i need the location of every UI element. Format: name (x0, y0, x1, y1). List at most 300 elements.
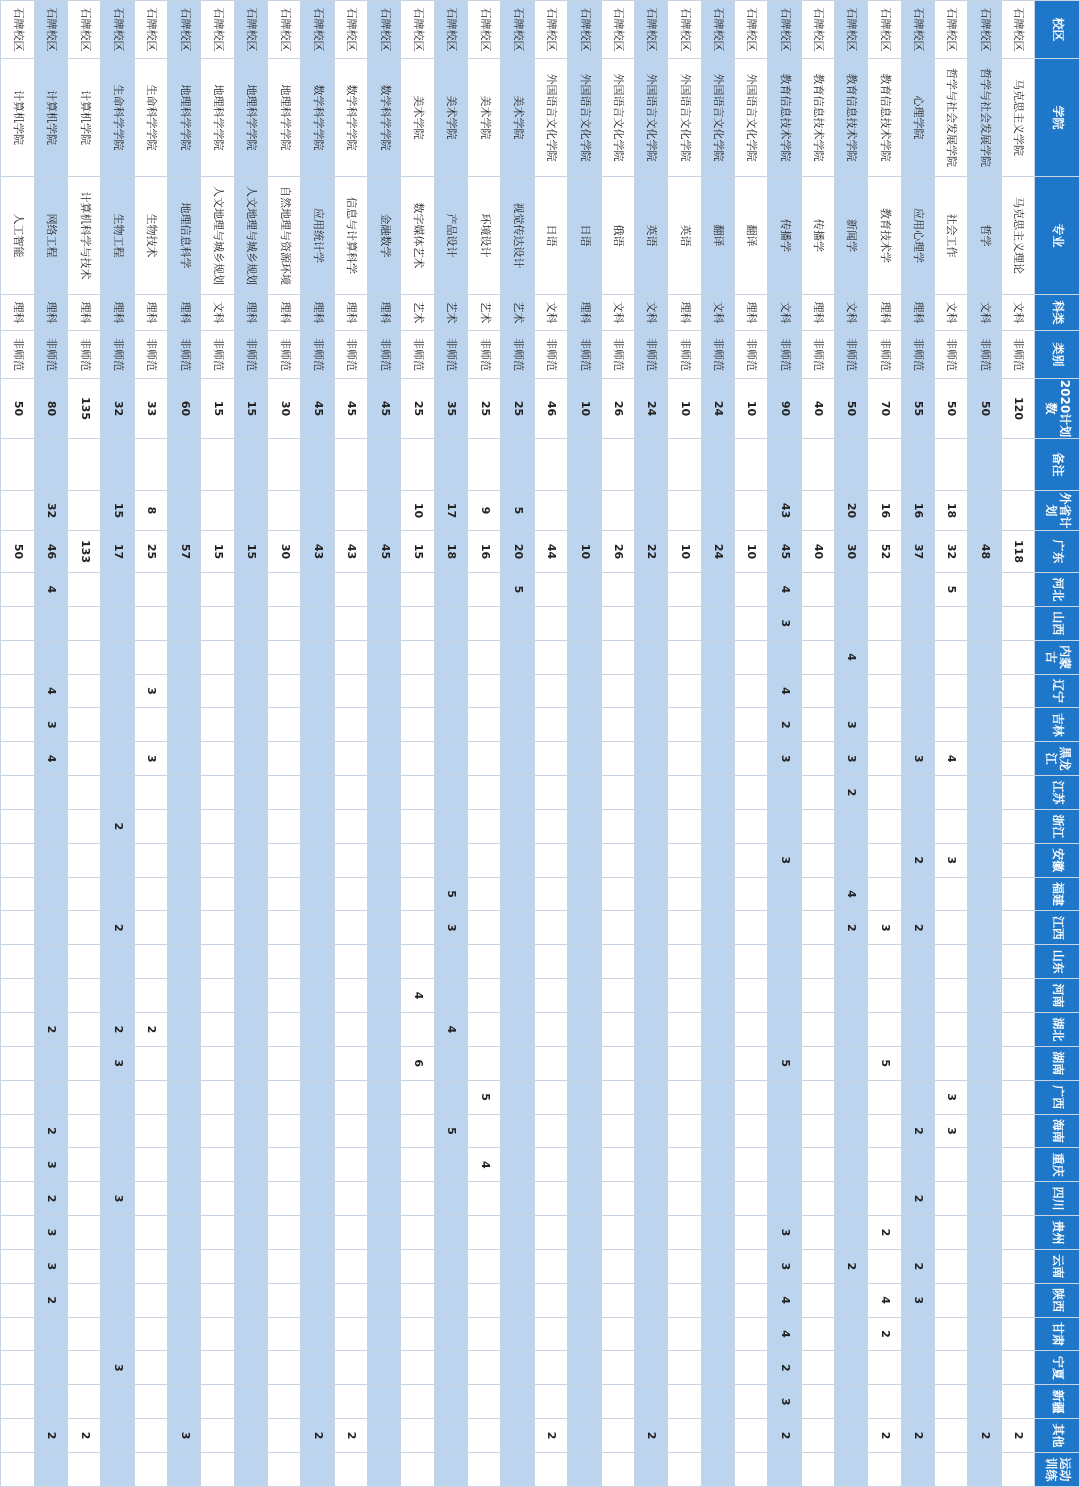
table-cell (501, 640, 534, 674)
table-row (868, 1, 901, 1487)
table-cell (268, 439, 301, 491)
table-cell (334, 674, 367, 708)
table-cell (1001, 877, 1034, 911)
table-cell (68, 945, 101, 979)
table-cell (701, 1351, 734, 1385)
table-cell (801, 742, 834, 776)
column-header: 云南 (1035, 1249, 1080, 1283)
table-cell (734, 1317, 767, 1351)
table-cell (168, 843, 201, 877)
table-cell: 2 (1001, 1419, 1034, 1453)
table-cell: 非师范 (301, 331, 334, 379)
table-cell (234, 1452, 267, 1486)
table-cell: 15 (101, 491, 134, 531)
table-cell: 5 (868, 1046, 901, 1080)
table-cell (368, 1216, 401, 1250)
table-cell: 非师范 (734, 331, 767, 379)
table-cell: 46 (34, 531, 67, 573)
table-cell: 4 (768, 1317, 801, 1351)
table-cell (201, 606, 234, 640)
table-cell (68, 708, 101, 742)
table-cell (501, 1114, 534, 1148)
table-cell: 文科 (834, 295, 867, 331)
table-cell (634, 708, 667, 742)
table-cell (1, 945, 35, 979)
table-cell (668, 1148, 701, 1182)
table-cell: 3 (768, 1385, 801, 1419)
table-cell (468, 809, 501, 843)
table-cell (634, 911, 667, 945)
table-row (134, 1, 167, 1487)
table-cell (1001, 708, 1034, 742)
table-cell (101, 979, 134, 1013)
table-cell (201, 708, 234, 742)
table-cell: 33 (134, 379, 167, 439)
table-cell (1, 1385, 35, 1419)
table-cell (534, 1216, 567, 1250)
table-cell (668, 1182, 701, 1216)
table-cell: 理科 (568, 295, 601, 331)
table-row (168, 1, 201, 1487)
table-cell (534, 1249, 567, 1283)
table-cell (601, 1283, 634, 1317)
table-cell (901, 809, 934, 843)
table-cell: 3 (34, 1249, 67, 1283)
table-cell (734, 1148, 767, 1182)
table-cell (968, 843, 1001, 877)
table-cell (501, 1385, 534, 1419)
table-cell (968, 1249, 1001, 1283)
table-cell (268, 708, 301, 742)
table-cell: 2 (901, 1114, 934, 1148)
table-cell (1001, 911, 1034, 945)
table-cell (1001, 491, 1034, 531)
table-cell (534, 606, 567, 640)
table-cell (634, 439, 667, 491)
table-cell (501, 1046, 534, 1080)
table-cell (868, 1452, 901, 1486)
table-cell (268, 606, 301, 640)
column-header: 湖南 (1035, 1046, 1080, 1080)
table-cell: 2 (834, 776, 867, 810)
table-cell (534, 1452, 567, 1486)
table-cell (801, 1080, 834, 1114)
table-cell (734, 1452, 767, 1486)
table-cell (468, 1114, 501, 1148)
table-cell: 10 (568, 379, 601, 439)
table-cell (534, 877, 567, 911)
table-cell (534, 640, 567, 674)
table-cell: 2 (101, 1012, 134, 1046)
table-cell: 3 (434, 911, 467, 945)
table-cell (801, 1249, 834, 1283)
table-cell (34, 1317, 67, 1351)
table-cell (934, 776, 967, 810)
table-cell: 2 (901, 911, 934, 945)
table-cell (168, 809, 201, 843)
table-cell: 3 (934, 1080, 967, 1114)
table-cell (268, 776, 301, 810)
table-cell (701, 573, 734, 607)
table-cell (701, 809, 734, 843)
column-header: 江苏 (1035, 776, 1080, 810)
table-row (68, 1, 101, 1487)
table-cell: 石牌校区 (34, 1, 67, 59)
table-cell (901, 674, 934, 708)
table-cell (568, 911, 601, 945)
table-cell (668, 1385, 701, 1419)
table-cell (634, 979, 667, 1013)
table-cell (334, 1249, 367, 1283)
table-cell (834, 945, 867, 979)
table-cell: 5 (468, 1080, 501, 1114)
table-cell: 15 (201, 531, 234, 573)
table-cell (668, 1351, 701, 1385)
table-cell (668, 843, 701, 877)
table-cell (801, 1114, 834, 1148)
table-cell (168, 1317, 201, 1351)
table-cell (668, 877, 701, 911)
table-cell (968, 1080, 1001, 1114)
table-cell (434, 1148, 467, 1182)
table-cell (768, 945, 801, 979)
table-cell (1, 606, 35, 640)
table-cell (668, 606, 701, 640)
table-cell (634, 1182, 667, 1216)
table-cell: 非师范 (34, 331, 67, 379)
table-cell (668, 1249, 701, 1283)
table-cell (568, 1452, 601, 1486)
table-cell (468, 1419, 501, 1453)
table-cell (901, 606, 934, 640)
table-cell (401, 1249, 434, 1283)
table-cell (1, 742, 35, 776)
table-cell (168, 877, 201, 911)
table-cell (301, 606, 334, 640)
table-cell (968, 674, 1001, 708)
table-cell (768, 1114, 801, 1148)
table-cell (901, 979, 934, 1013)
table-cell (234, 573, 267, 607)
table-cell: 18 (934, 491, 967, 531)
table-cell: 40 (801, 531, 834, 573)
table-cell (568, 1046, 601, 1080)
table-cell (434, 843, 467, 877)
table-cell (534, 674, 567, 708)
table-cell: 石牌校区 (101, 1, 134, 59)
table-row (601, 1, 634, 1487)
table-cell (968, 708, 1001, 742)
table-cell (468, 573, 501, 607)
column-header: 其他 (1035, 1419, 1080, 1453)
table-cell (268, 1452, 301, 1486)
table-cell (468, 439, 501, 491)
table-cell (168, 640, 201, 674)
table-cell (501, 606, 534, 640)
table-cell: 理科 (134, 295, 167, 331)
table-cell (34, 809, 67, 843)
table-cell (634, 742, 667, 776)
table-cell (934, 945, 967, 979)
table-cell (1, 491, 35, 531)
table-cell (734, 640, 767, 674)
table-cell (134, 1046, 167, 1080)
table-cell (634, 1351, 667, 1385)
table-cell (534, 945, 567, 979)
table-cell (868, 1182, 901, 1216)
table-cell: 2 (834, 1249, 867, 1283)
table-cell (301, 1216, 334, 1250)
table-cell: 3 (134, 742, 167, 776)
table-cell: 石牌校区 (201, 1, 234, 59)
table-cell (1, 843, 35, 877)
table-cell (701, 1216, 734, 1250)
table-cell (734, 1351, 767, 1385)
table-row (534, 1, 567, 1487)
table-cell (201, 1249, 234, 1283)
table-cell: 地理信息科学 (168, 177, 201, 295)
table-cell (201, 439, 234, 491)
table-cell (534, 1080, 567, 1114)
table-cell: 计算机学院 (34, 59, 67, 177)
table-cell (168, 1249, 201, 1283)
table-cell: 石牌校区 (868, 1, 901, 59)
table-cell (534, 1283, 567, 1317)
table-cell (668, 742, 701, 776)
table-cell (1001, 945, 1034, 979)
table-cell: 3 (134, 674, 167, 708)
table-cell (468, 1182, 501, 1216)
table-cell: 非师范 (334, 331, 367, 379)
table-cell: 3 (868, 911, 901, 945)
table-cell (334, 776, 367, 810)
column-header: 江西 (1035, 911, 1080, 945)
table-cell (801, 640, 834, 674)
table-cell (268, 1148, 301, 1182)
table-cell (834, 1419, 867, 1453)
table-cell (701, 742, 734, 776)
table-cell: 艺术 (468, 295, 501, 331)
table-cell (834, 1080, 867, 1114)
table-cell: 45 (301, 379, 334, 439)
table-cell (768, 877, 801, 911)
table-cell (1001, 1283, 1034, 1317)
table-cell (201, 979, 234, 1013)
table-cell (534, 776, 567, 810)
table-cell (268, 979, 301, 1013)
table-cell (401, 1216, 434, 1250)
table-cell (68, 877, 101, 911)
table-cell: 32 (34, 491, 67, 531)
table-cell (301, 1283, 334, 1317)
column-header: 类别 (1035, 331, 1080, 379)
table-cell (934, 1283, 967, 1317)
table-cell (534, 1385, 567, 1419)
table-cell: 26 (601, 379, 634, 439)
table-cell: 24 (634, 379, 667, 439)
table-cell (334, 843, 367, 877)
table-cell: 3 (768, 606, 801, 640)
table-cell (401, 1351, 434, 1385)
table-cell (1001, 1351, 1034, 1385)
table-cell (568, 439, 601, 491)
table-cell (568, 1317, 601, 1351)
table-cell (401, 1080, 434, 1114)
table-cell (234, 1385, 267, 1419)
table-cell (534, 1046, 567, 1080)
table-cell: 非师范 (268, 331, 301, 379)
table-cell: 文科 (601, 295, 634, 331)
table-cell: 25 (401, 379, 434, 439)
table-cell (1, 708, 35, 742)
table-cell (1, 439, 35, 491)
table-cell: 10 (668, 379, 701, 439)
table-cell (534, 1148, 567, 1182)
table-cell (134, 843, 167, 877)
table-cell: 2 (101, 809, 134, 843)
table-cell: 4 (34, 742, 67, 776)
table-cell (534, 1351, 567, 1385)
table-cell: 哲学与社会发展学院 (934, 59, 967, 177)
table-cell (201, 1148, 234, 1182)
table-cell (568, 1216, 601, 1250)
table-cell: 非师范 (401, 331, 434, 379)
table-cell (134, 708, 167, 742)
table-cell (601, 1080, 634, 1114)
table-cell: 俄语 (601, 177, 634, 295)
table-cell (668, 573, 701, 607)
table-cell (534, 809, 567, 843)
table-cell (701, 1452, 734, 1486)
table-row (768, 1, 801, 1487)
table-cell (134, 606, 167, 640)
table-cell (1, 1452, 35, 1486)
table-cell (568, 1080, 601, 1114)
table-cell (501, 1182, 534, 1216)
table-cell (168, 1046, 201, 1080)
table-cell (68, 1148, 101, 1182)
column-header: 2020计划数 (1035, 379, 1080, 439)
table-cell (201, 877, 234, 911)
table-cell (1, 1046, 35, 1080)
table-cell (501, 1452, 534, 1486)
table-cell (701, 1283, 734, 1317)
table-cell (68, 1452, 101, 1486)
table-cell: 生命科学学院 (134, 59, 167, 177)
table-cell: 理科 (234, 295, 267, 331)
table-cell (201, 491, 234, 531)
table-row (401, 1, 434, 1487)
table-cell (201, 1317, 234, 1351)
table-cell (634, 640, 667, 674)
table-cell (568, 1012, 601, 1046)
table-cell (668, 1012, 701, 1046)
table-cell: 45 (368, 379, 401, 439)
table-cell: 2 (301, 1419, 334, 1453)
table-cell (468, 945, 501, 979)
table-cell (701, 1012, 734, 1046)
table-cell (301, 1148, 334, 1182)
table-cell: 石牌校区 (134, 1, 167, 59)
table-cell (568, 742, 601, 776)
table-cell: 16 (868, 491, 901, 531)
table-cell (734, 877, 767, 911)
table-cell (468, 776, 501, 810)
table-cell (34, 439, 67, 491)
table-cell: 2 (634, 1419, 667, 1453)
table-cell: 翻译 (734, 177, 767, 295)
table-cell (34, 776, 67, 810)
table-cell (701, 1046, 734, 1080)
table-cell: 石牌校区 (601, 1, 634, 59)
table-cell (434, 708, 467, 742)
column-header: 山西 (1035, 606, 1080, 640)
table-cell (201, 1385, 234, 1419)
table-cell (968, 1148, 1001, 1182)
table-cell (168, 979, 201, 1013)
table-cell: 艺术 (501, 295, 534, 331)
table-cell (1001, 606, 1034, 640)
table-cell (234, 1182, 267, 1216)
table-cell (1001, 1080, 1034, 1114)
table-cell: 文科 (968, 295, 1001, 331)
table-cell (234, 911, 267, 945)
table-cell: 理科 (101, 295, 134, 331)
table-cell (801, 1148, 834, 1182)
table-cell: 4 (768, 573, 801, 607)
table-cell: 计算机学院 (1, 59, 35, 177)
table-cell (768, 809, 801, 843)
table-cell: 石牌校区 (668, 1, 701, 59)
table-cell (234, 606, 267, 640)
table-cell (201, 640, 234, 674)
table-cell: 120 (1001, 379, 1034, 439)
table-cell (1, 1216, 35, 1250)
table-cell (668, 776, 701, 810)
table-cell (268, 1419, 301, 1453)
table-cell (434, 1283, 467, 1317)
table-cell (268, 911, 301, 945)
table-cell (168, 708, 201, 742)
table-cell: 数学科学学院 (301, 59, 334, 177)
table-cell: 52 (868, 531, 901, 573)
table-cell: 石牌校区 (468, 1, 501, 59)
table-cell (734, 573, 767, 607)
table-cell (601, 1249, 634, 1283)
table-cell (68, 573, 101, 607)
table-cell: 5 (768, 1046, 801, 1080)
table-cell: 5 (934, 573, 967, 607)
table-cell: 8 (134, 491, 167, 531)
table-cell (368, 1012, 401, 1046)
table-cell: 2 (34, 1182, 67, 1216)
table-cell (1, 809, 35, 843)
table-cell (834, 573, 867, 607)
table-cell: 118 (1001, 531, 1034, 573)
table-cell (701, 640, 734, 674)
table-cell (834, 674, 867, 708)
table-cell (301, 1080, 334, 1114)
table-cell (434, 674, 467, 708)
table-cell (134, 877, 167, 911)
table-cell (168, 1148, 201, 1182)
table-body (1, 1, 1035, 1487)
table-cell (801, 1385, 834, 1419)
table-cell (468, 1249, 501, 1283)
table-cell (768, 1012, 801, 1046)
table-cell (501, 945, 534, 979)
table-cell: 文科 (768, 295, 801, 331)
